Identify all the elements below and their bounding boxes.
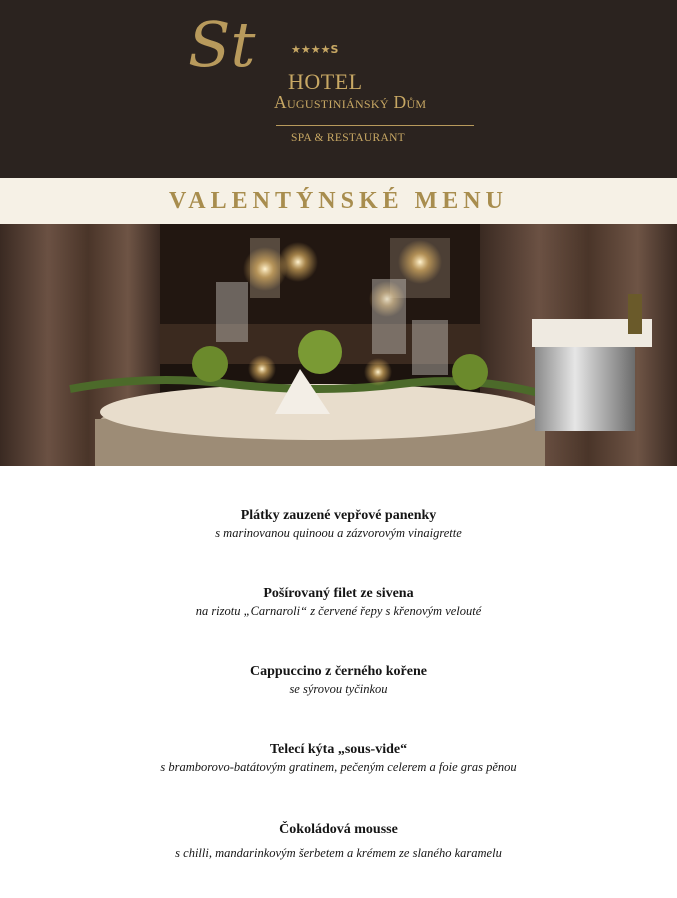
course-5 xyxy=(0,821,677,861)
dish-description: s bramborovo-batátovým gratinem, pečeným celerem a foie gras pěnou xyxy=(160,760,517,774)
hotel-label: HOTEL xyxy=(288,69,363,94)
star-rating: ★★★★S xyxy=(291,43,339,56)
logo-divider xyxy=(276,125,474,126)
course-1 xyxy=(0,507,677,541)
dish-description: se sýrovou tyčinkou xyxy=(289,682,388,696)
hotel-tagline: SPA & RESTAURANT xyxy=(291,132,406,144)
menu-title: VALENTÝNSKÉ MENU xyxy=(169,188,508,214)
dish-name: Čokoládová mousse xyxy=(279,822,398,837)
course-3 xyxy=(0,663,677,697)
course-2 xyxy=(0,585,677,619)
dish-name: Pošírovaný filet ze sivena xyxy=(263,586,414,601)
hotel-monogram-logo: St xyxy=(188,8,256,81)
dish-description: s marinovanou quinoou a zázvorovým vinaigrette xyxy=(215,526,462,540)
dish-description: s chilli, mandarinkovým šerbetem a krémem ze slaného karamelu xyxy=(175,846,502,860)
dish-name: Telecí kýta „sous-vide“ xyxy=(269,742,408,757)
dish-name: Plátky zauzené vepřové panenky xyxy=(240,508,437,523)
hotel-header xyxy=(0,0,677,178)
hotel-name: Augustiniánský Dům xyxy=(274,92,427,112)
dish-description: na rizotu „Carnaroli“ z červené řepy s křenovým velouté xyxy=(195,604,482,618)
course-4 xyxy=(0,741,677,775)
dish-name: Cappuccino z černého kořene xyxy=(250,664,427,679)
romantic-table-photo xyxy=(0,224,677,466)
